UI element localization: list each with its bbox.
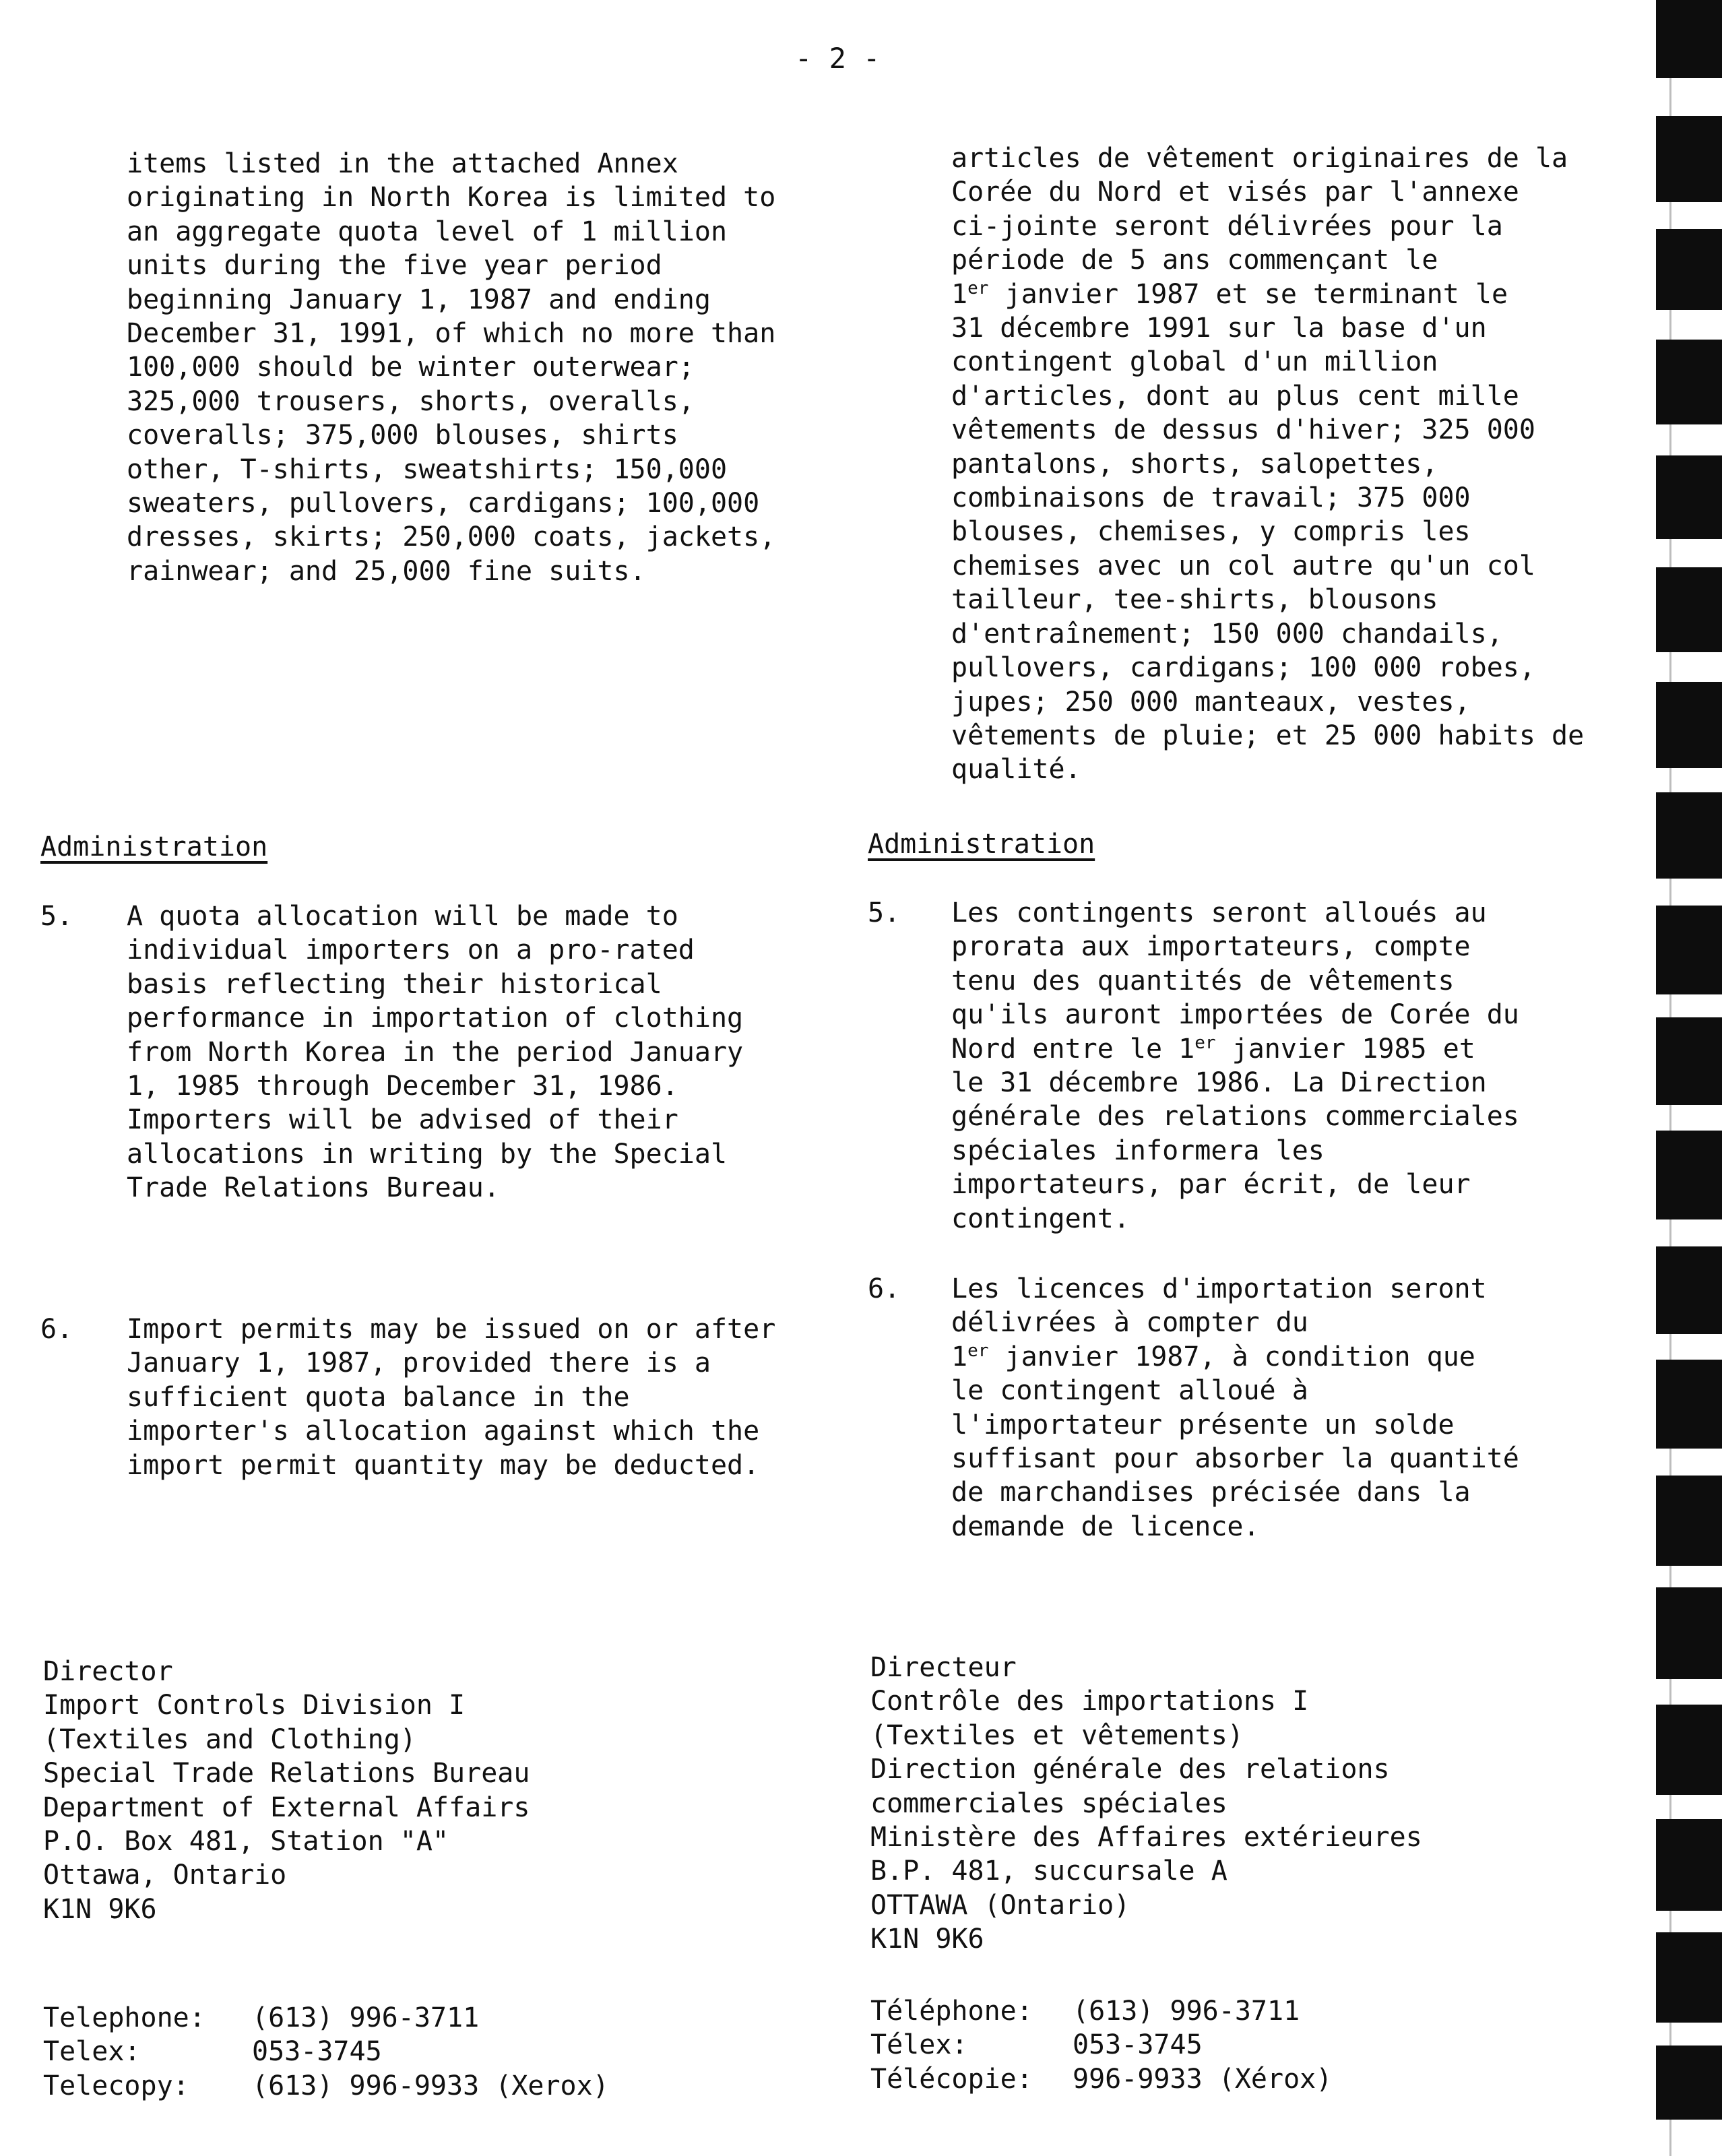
contact-value-telephone: (613) 996-3711 — [252, 2002, 480, 2033]
contact-value-telecopie: 996-9933 (Xérox) — [1073, 2063, 1333, 2095]
binding-ring — [1656, 1587, 1722, 1679]
contact-label-telex: Telex: — [43, 2036, 141, 2068]
binding-ring — [1656, 1246, 1722, 1334]
contact-value-telex: 053-3745 — [1073, 2029, 1203, 2061]
contact-label-telecopie: Télécopie: — [870, 2063, 1033, 2095]
english-item-5 — [40, 899, 822, 1205]
binding-ring — [1656, 2046, 1722, 2120]
binding-ring — [1656, 682, 1722, 768]
binding-ring — [1656, 792, 1722, 879]
binding-ring — [1656, 1705, 1722, 1795]
english-administration-heading: Administration — [40, 831, 268, 862]
page-number: - 2 - — [795, 42, 881, 75]
french-contact-details — [870, 1994, 1332, 2096]
binding-ring — [1656, 340, 1722, 424]
contact-label-telecopy: Telecopy: — [43, 2070, 189, 2101]
contact-value-telecopy: (613) 996-9933 (Xerox) — [252, 2070, 609, 2101]
binding-ring — [1656, 229, 1722, 310]
french-intro-paragraph: articles de vêtement originaires de la Corée du Nord et visés par l'annexe ci-jointe seront délivrées pour la période de 5 ans commençant le 1er janvier 1987 et se terminant le 31 décembre 1991 sur la base d'un contingent global d'un million d'articles, dont au plus cent mille vêtements de dessus d'hiver; 325 000 pantalons, shorts, salopettes, combinaisons de travail; 375 000 blouses, chemises, y compris les chemises avec un col autre qu'un col tailleur, tee-shirts, blousons d'entraînement; 150 000 chandails, pullovers, cardigans; 100 000 robes, jupes; 250 000 manteaux, vestes, vêtements de pluie; et 25 000 habits de qualité. — [951, 143, 1585, 786]
item-text: Import permits may be issued on or after January 1, 1987, provided there is a sufficient quota balance in the importer's allocation against which the import permit quantity may be deducted. — [127, 1314, 776, 1481]
item-text: A quota allocation will be made to individual importers on a pro-rated basis reflecting their historical performance in importation of clothing from North Korea in the period January 1, 1985 through December 31, 1986. Importers will be advised of their allocations in writing by the Special Trade Relations Bureau. — [127, 901, 744, 1204]
french-item-5 — [868, 896, 1649, 1236]
binding-ring — [1656, 1932, 1722, 2023]
english-intro-paragraph: items listed in the attached Annex originating in North Korea is limited to an aggregate quota level of 1 million units during the five year period beginning January 1, 1987 and ending December 31, 1991, of which no more than 100,000 should be winter outerwear; 325,000 trousers, shorts, overalls, coveralls; 375,000 blouses, shirts other, T-shirts, sweatshirts; 150,000 sweaters, pullovers, cardigans; 100,000 dresses, skirts; 250,000 coats, jackets, rainwear; and 25,000 fine suits. — [127, 148, 776, 587]
french-item-6 — [868, 1272, 1649, 1544]
item-number: 5. — [40, 901, 73, 932]
english-item-6 — [40, 1312, 822, 1482]
french-address-block: Directeur Contrôle des importations I (Textiles et vêtements) Direction générale des relations commerciales spéciales Ministère des Affaires extérieures B.P. 481, succursale A OTTAWA (Ontario) K1N 9K6 — [870, 1652, 1422, 1955]
contact-label-telephone: Telephone: — [43, 2002, 205, 2033]
binding-ring — [1656, 0, 1722, 78]
binding-ring — [1656, 1131, 1722, 1219]
contact-label-telex: Télex: — [870, 2029, 968, 2061]
binding-ring — [1656, 906, 1722, 994]
contact-label-telephone: Téléphone: — [870, 1996, 1033, 2027]
binding-ring — [1656, 1017, 1722, 1105]
item-number: 6. — [40, 1314, 73, 1345]
item-number: 5. — [868, 897, 901, 928]
binding-ring — [1656, 1476, 1722, 1566]
item-text: Les contingents seront alloués au prorata aux importateurs, compte tenu des quantités de vêtements qu'ils auront importées de Corée du Nord entre le 1er janvier 1985 et le 31 décembre 1986. La Direction générale des relations commerciales spéciales informera les importateurs, par écrit, de leur contingent. — [951, 897, 1519, 1234]
contact-value-telex: 053-3745 — [252, 2036, 382, 2068]
item-number: 6. — [868, 1273, 901, 1304]
contact-value-telephone: (613) 996-3711 — [1073, 1996, 1300, 2027]
english-address-block: Director Import Controls Division I (Textiles and Clothing) Special Trade Relations Bureau Department of External Affairs P.O. Box 481, Station "A" Ottawa, Ontario K1N 9K6 — [43, 1656, 530, 1925]
binding-ring — [1656, 116, 1722, 202]
binding-ring — [1656, 567, 1722, 652]
binding-ring — [1656, 1819, 1722, 1911]
english-contact-details — [43, 2001, 609, 2103]
binding-ring — [1656, 455, 1722, 539]
english-column — [40, 147, 822, 588]
french-column — [868, 141, 1649, 787]
item-text: Les licences d'importation seront délivrées à compter du 1er janvier 1987, à condition que le contingent alloué à l'importateur présente un solde suffisant pour absorber la quantité de marchandises précisée dans la demande de licence. — [951, 1273, 1519, 1542]
french-administration-heading: Administration — [868, 829, 1095, 860]
binding-ring — [1656, 1360, 1722, 1449]
spiral-binding — [1644, 0, 1722, 2156]
